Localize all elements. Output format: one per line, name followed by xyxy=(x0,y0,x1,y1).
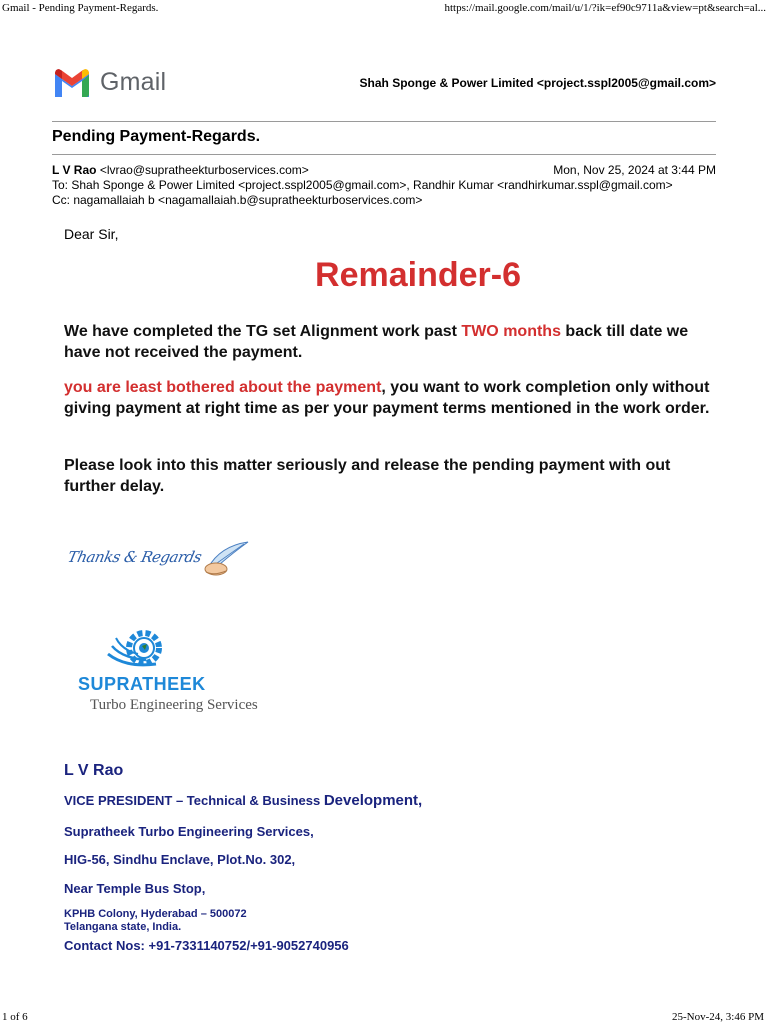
p1-text: We have completed the TG set Alignment work past xyxy=(64,323,462,340)
thanks-regards-text: Thanks & Regards xyxy=(66,548,204,566)
email-subject: Pending Payment-Regards. xyxy=(52,128,261,145)
signature-address-4: Telangana state, India. xyxy=(64,921,182,933)
print-url[interactable]: https://mail.google.com/mail/u/1/?ik=ef90c9711a&view=pt&search=al... xyxy=(444,2,766,14)
signature-company: Supratheek Turbo Engineering Services, xyxy=(64,824,314,839)
company-logo-name: SUPRATHEEK xyxy=(78,674,206,694)
company-logo xyxy=(78,624,288,716)
p2-highlight: you are least bothered about the payment xyxy=(64,379,382,396)
divider xyxy=(52,154,716,155)
paragraph-2 xyxy=(64,377,714,419)
signature-title-end: Development, xyxy=(323,792,423,809)
paragraph-1 xyxy=(64,321,714,363)
sender-email[interactable]: <lvrao@supratheekturboservices.com> xyxy=(99,163,309,177)
paragraph-3: Please look into this matter seriously and release the pending payment with out further delay. xyxy=(64,457,671,495)
p1-highlight: TWO months xyxy=(461,323,561,340)
signature-address-1: HIG-56, Sindhu Enclave, Plot.No. 302, xyxy=(64,852,296,867)
email-to-row: To: Shah Sponge & Power Limited <project.sspl2005@gmail.com>, Randhir Kumar <randhirkumar.sspl@gmail.com> xyxy=(52,178,673,192)
signature-title-text: VICE PRESIDENT – Technical & Business xyxy=(64,793,324,808)
print-footer xyxy=(0,1011,768,1025)
signature-title xyxy=(64,792,422,809)
p1-text-end: back till date we have not received the payment. xyxy=(64,323,689,361)
email-date: Mon, Nov 25, 2024 at 3:44 PM xyxy=(553,163,716,177)
email-from-row xyxy=(52,163,716,178)
email-cc-row: Cc: nagamallaiah b <nagamallaiah.b@supratheekturboservices.com> xyxy=(52,193,423,207)
thanks-regards-graphic xyxy=(64,538,254,580)
quill-hand-icon xyxy=(200,538,252,578)
signature-name: L V Rao xyxy=(64,762,124,779)
signature-address-2: Near Temple Bus Stop, xyxy=(64,881,206,896)
p2-text: , you want to work completion only without giving payment at right time as per your payment terms mentioned in the work order. xyxy=(64,379,710,417)
print-title: Gmail - Pending Payment-Regards. xyxy=(2,2,159,14)
greeting: Dear Sir, xyxy=(64,226,119,242)
divider xyxy=(52,121,716,122)
gmail-wordmark: Gmail xyxy=(100,68,167,96)
gmail-logo-icon xyxy=(52,66,92,98)
signature-contact: Contact Nos: +91-7331140752/+91-9052740956 xyxy=(64,938,349,953)
page-number: 1 of 6 xyxy=(2,1011,28,1023)
print-header xyxy=(0,2,768,16)
signature-address-3: KPHB Colony, Hyderabad – 500072 xyxy=(64,908,247,920)
reminder-heading: Remainder-6 xyxy=(315,256,521,294)
sender-name: L V Rao xyxy=(52,163,97,177)
turbo-gear-icon xyxy=(106,624,176,672)
account-label: Shah Sponge & Power Limited <project.sspl2005@gmail.com> xyxy=(359,76,716,90)
company-logo-tagline: Turbo Engineering Services xyxy=(90,697,258,713)
print-timestamp: 25-Nov-24, 3:46 PM xyxy=(672,1011,764,1023)
gmail-header xyxy=(52,66,716,102)
